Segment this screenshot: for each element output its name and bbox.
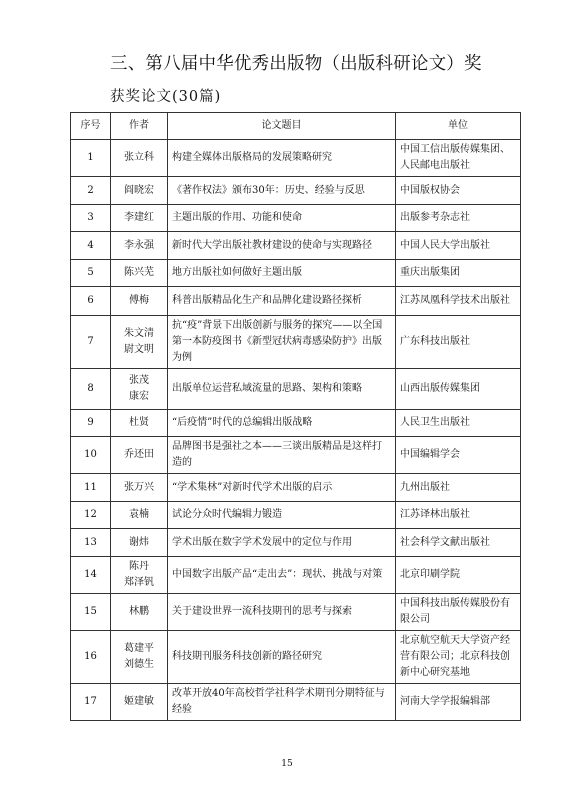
- row-title: 试论分众时代编辑力锻造: [168, 502, 396, 529]
- table-row: [71, 437, 521, 474]
- row-unit: 重庆出版集团: [396, 260, 521, 287]
- row-unit: 出版参考杂志社: [396, 205, 521, 232]
- row-number: 10: [71, 437, 111, 474]
- row-number: 6: [71, 287, 111, 316]
- row-number: 2: [71, 177, 111, 205]
- row-number: 12: [71, 502, 111, 529]
- row-title: 科普出版精品化生产和品牌化建设路径探析: [168, 287, 396, 316]
- row-unit: 社会科学文献出版社: [396, 529, 521, 557]
- row-author: 谢炜: [111, 529, 168, 557]
- row-author: 袁楠: [111, 502, 168, 529]
- row-number: 17: [71, 684, 111, 721]
- row-unit: 人民卫生出版社: [396, 410, 521, 437]
- row-unit: 北京印刷学院: [396, 557, 521, 594]
- header-title: 论文题目: [168, 113, 396, 140]
- row-title: 科技期刊服务科技创新的路径研究: [168, 631, 396, 684]
- row-title: 主题出版的作用、功能和使命: [168, 205, 396, 232]
- row-unit: 河南大学学报编辑部: [396, 684, 521, 721]
- row-author: 朱文清 尉文明: [111, 316, 168, 369]
- table-row: [71, 529, 521, 557]
- row-title: 出版单位运营私域流量的思路、架构和策略: [168, 369, 396, 410]
- table-row: [71, 287, 521, 316]
- row-unit: 广东科技出版社: [396, 316, 521, 369]
- row-title: 学术出版在数字学术发展中的定位与作用: [168, 529, 396, 557]
- row-author: 傅梅: [111, 287, 168, 316]
- table-row: [71, 316, 521, 369]
- row-author: 姬建敏: [111, 684, 168, 721]
- row-number: 15: [71, 594, 111, 631]
- table-body: [71, 140, 521, 721]
- header-author: 作者: [111, 113, 168, 140]
- row-title: “学术集林”对新时代学术出版的启示: [168, 474, 396, 502]
- table-row: [71, 502, 521, 529]
- row-title: 改革开放40年高校哲学社科学术期刊分期特征与经验: [168, 684, 396, 721]
- table-row: [71, 232, 521, 260]
- row-author: 李建红: [111, 205, 168, 232]
- row-number: 1: [71, 140, 111, 177]
- table-row: [71, 557, 521, 594]
- row-title: “后疫情”时代的总编辑出版战略: [168, 410, 396, 437]
- row-title: 中国数字出版产品“走出去”：现状、挑战与对策: [168, 557, 396, 594]
- header-unit: 单位: [396, 113, 521, 140]
- row-number: 14: [71, 557, 111, 594]
- table-row: [71, 369, 521, 410]
- table-row: [71, 631, 521, 684]
- row-number: 7: [71, 316, 111, 369]
- table-row: [71, 177, 521, 205]
- row-author: 张茂 康宏: [111, 369, 168, 410]
- awards-table: [70, 112, 521, 721]
- row-number: 8: [71, 369, 111, 410]
- row-title: 地方出版社如何做好主题出版: [168, 260, 396, 287]
- row-title: 《著作权法》颁布30年：历史、经验与反思: [168, 177, 396, 205]
- row-unit: 北京航空航天大学资产经营有限公司；北京科技创新中心研究基地: [396, 631, 521, 684]
- table-header-row: [71, 113, 521, 140]
- row-author: 乔还田: [111, 437, 168, 474]
- row-author: 阎晓宏: [111, 177, 168, 205]
- row-number: 9: [71, 410, 111, 437]
- table-row: [71, 410, 521, 437]
- section-subheading: 获奖论文(30篇): [110, 89, 222, 105]
- row-unit: 江苏凤凰科学技术出版社: [396, 287, 521, 316]
- row-author: 张万兴: [111, 474, 168, 502]
- table-row: [71, 684, 521, 721]
- row-author: 杜贤: [111, 410, 168, 437]
- row-author: 李永强: [111, 232, 168, 260]
- row-number: 5: [71, 260, 111, 287]
- row-unit: 中国人民大学出版社: [396, 232, 521, 260]
- row-title: 抗“疫”背景下出版创新与服务的探究——以全国第一本防疫图书《新型冠状病毒感染防护》出版为例: [168, 316, 396, 369]
- row-author: 葛建平 刘德生: [111, 631, 168, 684]
- row-number: 16: [71, 631, 111, 684]
- row-unit: 中国编辑学会: [396, 437, 521, 474]
- table-row: [71, 594, 521, 631]
- row-unit: 中国版权协会: [396, 177, 521, 205]
- row-unit: 中国工信出版传媒集团、人民邮电出版社: [396, 140, 521, 177]
- row-author: 林鹏: [111, 594, 168, 631]
- row-number: 11: [71, 474, 111, 502]
- row-number: 4: [71, 232, 111, 260]
- table-row: [71, 205, 521, 232]
- row-unit: 中国科技出版传媒股份有限公司: [396, 594, 521, 631]
- row-title: 构建全媒体出版格局的发展策略研究: [168, 140, 396, 177]
- row-author: 张立科: [111, 140, 168, 177]
- row-title: 新时代大学出版社教材建设的使命与实现路径: [168, 232, 396, 260]
- table-row: [71, 140, 521, 177]
- row-unit: 山西出版传媒集团: [396, 369, 521, 410]
- row-unit: 九州出版社: [396, 474, 521, 502]
- header-no: 序号: [71, 113, 111, 140]
- page-heading: 三、第八届中华优秀出版物（出版科研论文）奖: [110, 54, 482, 74]
- row-title: 关于建设世界一流科技期刊的思考与探索: [168, 594, 396, 631]
- page-number: 15: [281, 759, 293, 769]
- table-row: [71, 474, 521, 502]
- row-number: 3: [71, 205, 111, 232]
- row-author: 陈兴芜: [111, 260, 168, 287]
- row-unit: 江苏译林出版社: [396, 502, 521, 529]
- row-author: 陈丹 郑泽钒: [111, 557, 168, 594]
- row-title: 品牌图书是强社之本——三谈出版精品是这样打造的: [168, 437, 396, 474]
- row-number: 13: [71, 529, 111, 557]
- table-row: [71, 260, 521, 287]
